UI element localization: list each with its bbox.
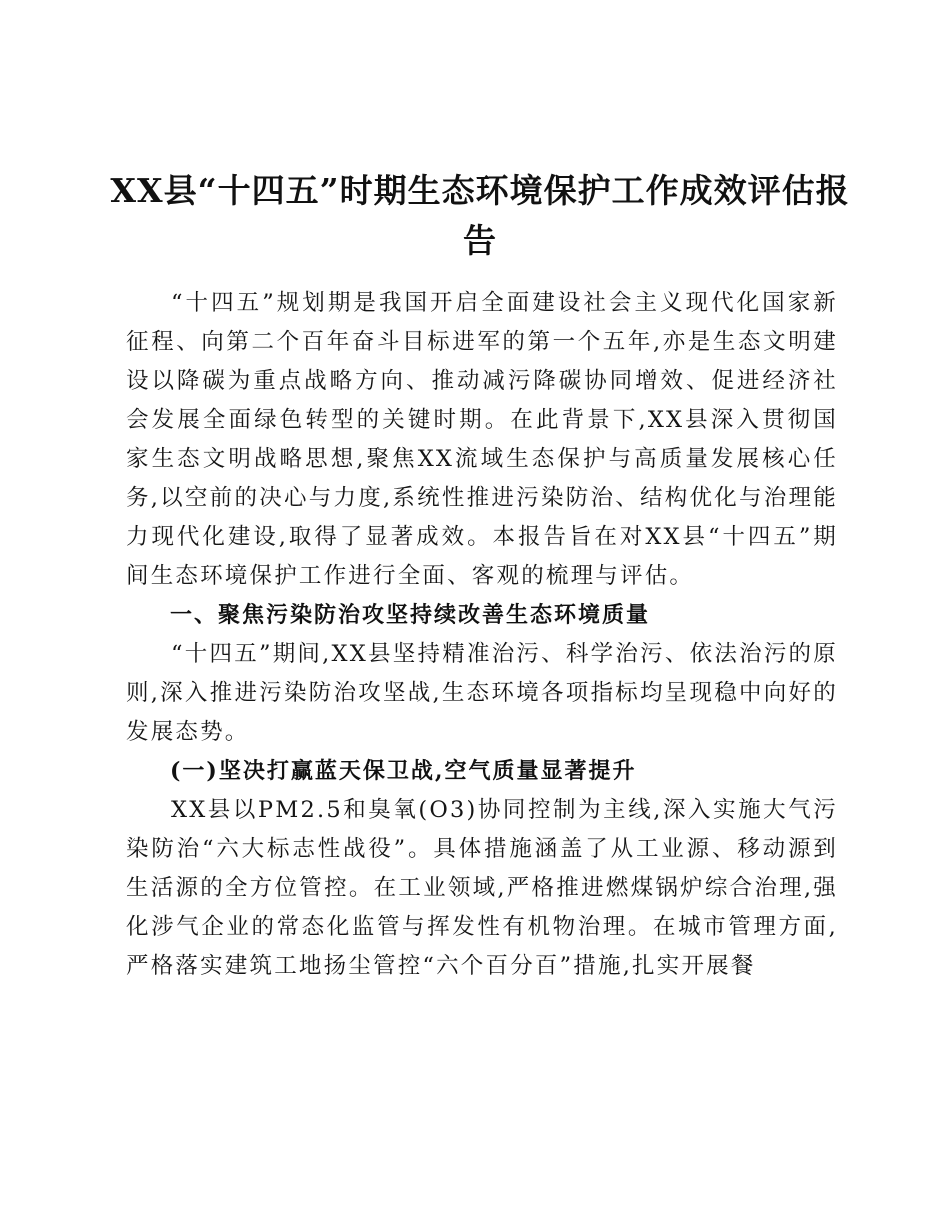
document-body: [126, 284, 838, 986]
subsection-1-paragraph: XX县以PM2.5和臭氧(O3)协同控制为主线,深入实施大气污染防治“六大标志性战役”。具体措施涵盖了从工业源、移动源到生活源的全方位管控。在工业领域,严格推进燃煤锅炉综合治理,强化涉气企业的常态化监管与挥发性有机物治理。在城市管理方面,严格落实建筑工地扬尘管控“六个百分百”措施,扎实开展餐: [126, 797, 838, 979]
section-1-heading: 一、聚焦污染防治攻坚持续改善生态环境质量: [170, 603, 651, 628]
document-title: XX县“十四五”时期生态环境保护工作成效评估报告: [110, 171, 850, 260]
section-1-paragraph: “十四五”期间,XX县坚持精准治污、科学治污、依法治污的原则,深入推进污染防治攻坚战,生态环境各项指标均呈现稳中向好的发展态势。: [126, 641, 838, 745]
subsection-1-heading: (一)坚决打赢蓝天保卫战,空气质量显著提升: [170, 758, 637, 784]
intro-paragraph: “十四五”规划期是我国开启全面建设社会主义现代化国家新征程、向第二个百年奋斗目标进军的第一个五年,亦是生态文明建设以降碳为重点战略方向、推动减污降碳协同增效、促进经济社会发展全面绿色转型的关键时期。在此背景下,XX县深入贯彻国家生态文明战略思想,聚焦XX流域生态保护与高质量发展核心任务,以空前的决心与力度,系统性推进污染防治、结构优化与治理能力现代化建设,取得了显著成效。本报告旨在对XX县“十四五”期间生态环境保护工作进行全面、客观的梳理与评估。: [126, 290, 838, 589]
